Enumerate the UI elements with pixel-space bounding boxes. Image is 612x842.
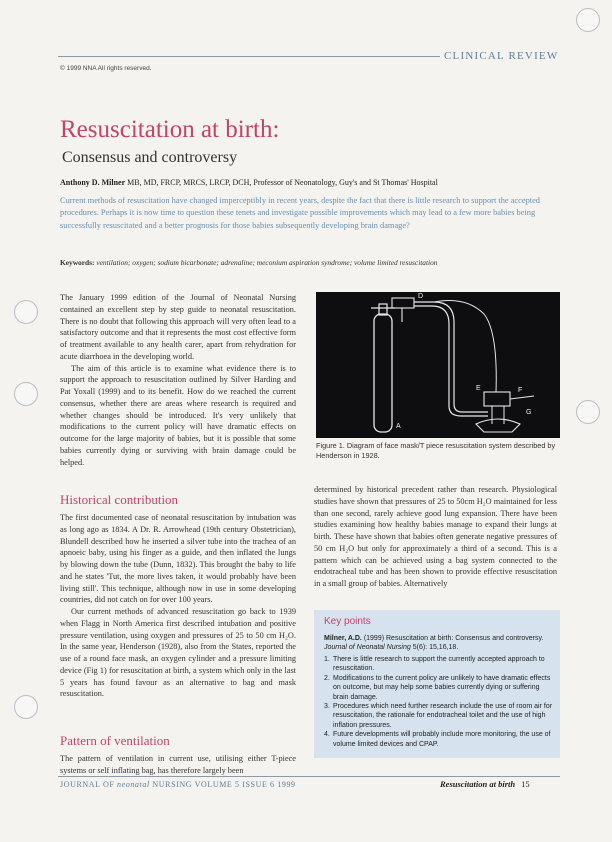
paragraph: Our current methods of advanced resuscitation go back to 1939 when Flagg in North America first described intubation and positive pressure ventilation, using oxygen and pressures of 25 to 50 cm H₂O. In the same year, Henderson (1928), also from the States, reported the use of a round face mask, an oxygen cylinder and a pressure limiting device (Fig 1) for resuscitation at birth, a system which only in the last 5 years has found favour as an alternative to bag and mask resuscitation. <box>60 607 296 699</box>
figure-label: E <box>476 385 481 392</box>
article-subtitle: Consensus and controversy <box>62 149 238 166</box>
citation-volume: 5(6): 15,16,18. <box>412 644 459 652</box>
keywords-label: Keywords: <box>60 258 95 267</box>
key-points-title: Key points <box>324 616 371 627</box>
header-rule <box>58 56 440 57</box>
paragraph: The first documented case of neonatal resuscitation by intubation was as long ago as 1834. A Dr. R. Arrowhead (19th century Obstetrician), Blundell described how he inserted a silver tube into the trachea of an apnoeic baby, using his finger as a guide, and then inflated the lungs by blowing down the tube (Dunn, 1832). This brought the baby to life and he states 'Tut, the more lives taken, it would probably have been living still'. This technique, although now in use in some developing countries, did not catch on for over 100 years. <box>60 513 296 605</box>
historical-section <box>60 512 296 700</box>
section-label: CLINICAL REVIEW <box>444 50 559 62</box>
ventilation-section <box>60 753 296 777</box>
figure-label: G <box>526 409 532 416</box>
figure-label: D <box>418 293 424 300</box>
key-points-citation <box>324 634 552 653</box>
running-title-footer <box>440 779 530 789</box>
abstract: Current methods of resuscitation have changed imperceptibly in recent years, despite the fact that there is little research to support the accepted procedures. Perhaps it is now time to question these tenets and investigate possible improvements which may lead to a few more babies being successfully resuscitated and a better prognosis for those babies subsequently developing brain damage? <box>60 196 540 230</box>
heading-pattern-of-ventilation: Pattern of ventilation <box>60 733 170 748</box>
paragraph: The January 1999 edition of the Journal of Neonatal Nursing contained an excellent step by step guide to neonatal resuscitation. There is no doubt that following this approach will very often lead to a satisfactory outcome and that it represents the most cost effective form of treatment available to any health carer, apart from rehydration for acute diarrhoea in the developing world. <box>60 293 296 361</box>
keywords-list: ventilation; oxygen; sodium bicarbonate; adrenaline; meconium aspiration syndrome; volume limited resuscitation <box>96 258 438 267</box>
punch-hole <box>576 8 600 32</box>
figure-label: F <box>518 387 523 394</box>
list-item: 1. There is little research to support the currently accepted approach to resuscitation. <box>324 656 545 673</box>
page-number: 15 <box>521 779 530 789</box>
figure-1-caption: Figure 1. Diagram of face mask/T piece resuscitation system described by Henderson in 1928. <box>316 441 556 460</box>
figure-label: A <box>396 423 401 430</box>
author-name: Anthony D. Milner <box>60 178 126 187</box>
citation-author: Milner, A.D. <box>324 635 362 642</box>
paragraph: The aim of this article is to examine what evidence there is to support the approach to resuscitation outlined by Silver Harding and Pat Yoxall (1999) and to its benefit. How do we reached the current consensus, whether there are areas where research is required and whether changes should be introduced. It's very unlikely that modifications to the current policy will have dramatic effects on outcome for the large majority of babies, but it is possible that some babies currently dying or surviving with brain damage could be helped. <box>60 363 296 467</box>
author-line <box>60 178 560 187</box>
punch-hole <box>14 382 38 406</box>
list-item: 2. Modifications to the current policy are unlikely to have dramatic effects on outcome, but may help some babies currently dying or suffering brain damage. <box>324 674 551 701</box>
punch-hole <box>576 400 600 424</box>
heading-historical-contribution: Historical contribution <box>60 492 179 507</box>
citation-journal: Journal of Neonatal Nursing <box>324 644 411 652</box>
punch-hole <box>14 300 38 324</box>
intro-section <box>60 292 296 468</box>
list-item: 3. Procedures which need further research include the use of room air for resuscitation, the rationale for endotracheal toilet and the use of high inflation pressures. <box>324 703 553 729</box>
copyright-notice: © 1999 NNA All rights reserved. <box>60 65 152 72</box>
paragraph: The pattern of ventilation in current use, utilising either T-piece systems or self inflating bag, has therefore largely been <box>60 754 296 775</box>
figure-1-image <box>316 292 560 438</box>
journal-footer: JOURNAL OF neonatal NURSING VOLUME 5 ISSUE 6 1999 <box>60 780 296 789</box>
footer-rule <box>58 776 560 777</box>
author-credentials: MB, MD, FRCP, MRCS, LRCP, DCH, Professor of Neonatology, Guy's and St Thomas' Hospital <box>127 178 438 187</box>
list-item: 4. Future developments will probably include more monitoring, the use of volume limited devices and CPAP. <box>324 731 551 748</box>
resuscitation-apparatus-diagram <box>316 292 560 438</box>
citation-text: (1999) Resuscitation at birth: Consensus and controversy. <box>363 635 544 642</box>
key-points-list <box>324 655 554 749</box>
article-title: Resuscitation at birth: <box>60 116 280 143</box>
running-title: Resuscitation at birth <box>440 779 516 789</box>
right-column-text <box>314 484 557 590</box>
paragraph: determined by historical precedent rather than research. Physiological studies have shown that pressures of 25 to 50cm H₂O maintained for less than one second, rarely achieve good lung expansion. There have been studies examining how healthy babies manage to expand their lungs at birth. These have shown that babies often generate negative pressures of 50 cm H₂O but only for approximately a third of a second. This is a pattern which can be achieved using a bag system connected to the endotracheal tube and has been shown to provide effective resuscitation in a small group of babies. Alternatively <box>314 485 557 588</box>
keywords-line <box>60 258 560 267</box>
punch-hole <box>14 695 38 719</box>
